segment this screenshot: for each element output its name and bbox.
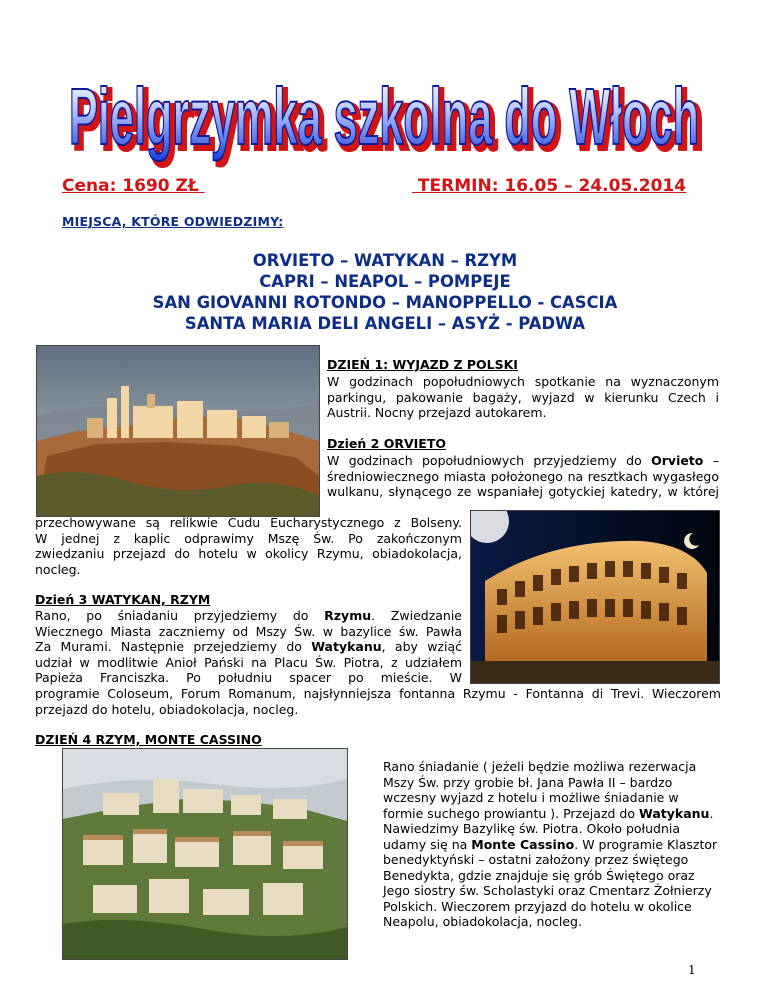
day4-text: Rano śniadanie ( jeżeli będzie możliwa rezerwacja Mszy Św. przy grobie bł. Jana Pawła II – bardzo wczesny wyjazd z hotelu i możliwe śniadanie w formie suchego prowiantu ). Przejazd do Watykanu. Nawiedzimy Bazylikę św. Piotra. Około południa udamy się na Monte Cassino. W programie Klasztor benedyktyński – ostatni założony przez świętego Benedykta, gdzie znajduje się grób Świętego oraz Jego siostry św. Scholastyki oraz Cmentarz Żołnierzy Polskich. Wieczorem przyjazd do hotelu w okolice Neapolu, obiadokolacja, nocleg. (383, 759, 718, 929)
text-line: W jednej z kaplic odprawimy Mszę Św. Po zakończonym (35, 530, 462, 546)
day3-text-narrow (35, 608, 462, 686)
text-line: zwiedzaniu przejazd do hotelu w okolicy Rzymu, obiadokolacja, (35, 546, 462, 561)
places-line: CAPRI – NEAPOL – POMPEJE (259, 272, 511, 291)
colosseum-photo (470, 510, 720, 684)
page-title-text: Pielgrzymka szkolna do Włoch (69, 72, 699, 161)
text-line: programie Coloseum, Forum Romanum, najsłynniejsza fontanna Rzymu - Fontanna di Trevi. Wieczorem (35, 686, 721, 701)
places-heading: MIEJSCA, KTÓRE ODWIEDZIMY: (62, 214, 284, 229)
text-line: W godzinach popołudniowych spotkanie na wyznaczonym (327, 374, 719, 389)
day1-text (327, 374, 719, 421)
text-line: Rano, po śniadaniu przyjedziemy do Rzymu. Zwiedzanie (35, 608, 462, 623)
vatican-name: Watykanu (311, 639, 382, 654)
page-number: 1 (688, 963, 696, 977)
text-line: udział w modlitwie Anioł Pański na Placu Św. Piotra, z udziałem (35, 654, 462, 670)
text-line: Wiecznego Miasta zaczniemy od Mszy Św. w bazylice św. Pawła (35, 623, 462, 639)
day3-text-wide (35, 686, 721, 717)
rome-name: Rzymu (324, 608, 372, 623)
cascia-photo (62, 748, 348, 960)
page-title-art (60, 26, 708, 186)
text-line: przejazd do hotelu, obiadokolacja, nocleg. (35, 701, 299, 717)
text-line: nocleg. (35, 561, 81, 577)
orvieto-photo (36, 345, 320, 517)
places-line: SANTA MARIA DELI ANGELI – ASYŻ - PADWA (184, 314, 586, 333)
text-line: Papieża Franciszka. Po południu spacer po mieście. W (35, 670, 462, 685)
places-line: ORVIETO – WATYKAN – RZYM (252, 251, 518, 270)
day2-heading: Dzień 2 ORVIETO (327, 436, 446, 451)
text-line: parkingu, pakowanie bagaży, wyjazd w kierunku Czech i (327, 389, 719, 405)
text-line: wulkanu, słynącego ze wspaniałej gotyckiej katedry, w której (327, 484, 719, 499)
text-line: Za Murami. Następnie przejedziemy do Watykanu, aby wziąć (35, 639, 462, 654)
day3-heading: Dzień 3 WATYKAN, RZYM (35, 592, 211, 607)
places-line: SAN GIOVANNI ROTONDO – MANOPPELLO - CASCIA (152, 293, 618, 312)
page-title-shadow: Pielgrzymka szkolna do Włoch (73, 76, 703, 165)
monte-cassino-name: Monte Cassino (471, 836, 575, 852)
day2-text-wide (35, 515, 462, 577)
text-line: W godzinach popołudniowych przyjedziemy do Orvieto – (327, 453, 719, 468)
day2-text-narrow (327, 453, 719, 500)
places-list (62, 250, 708, 334)
day4-heading: DZIEŃ 4 RZYM, MONTE CASSINO (35, 732, 262, 747)
price: Cena: 1690 ZŁ (62, 176, 205, 196)
text-line: średniowiecznego miasta położonego na resztkach wygasłego (327, 468, 719, 484)
vatican-name: Watykanu (638, 805, 710, 821)
term-dates: TERMIN: 16.05 – 24.05.2014 (412, 176, 687, 196)
orvieto-name: Orvieto (651, 453, 704, 468)
page-title (60, 26, 708, 186)
text-line: przechowywane są relikwie Cudu Eucharystycznego z Bolseny. (35, 515, 462, 530)
day1-heading: DZIEŃ 1: WYJAZD Z POLSKI (327, 357, 518, 372)
text-line: Austrii. Nocny przejazd autokarem. (327, 405, 547, 420)
